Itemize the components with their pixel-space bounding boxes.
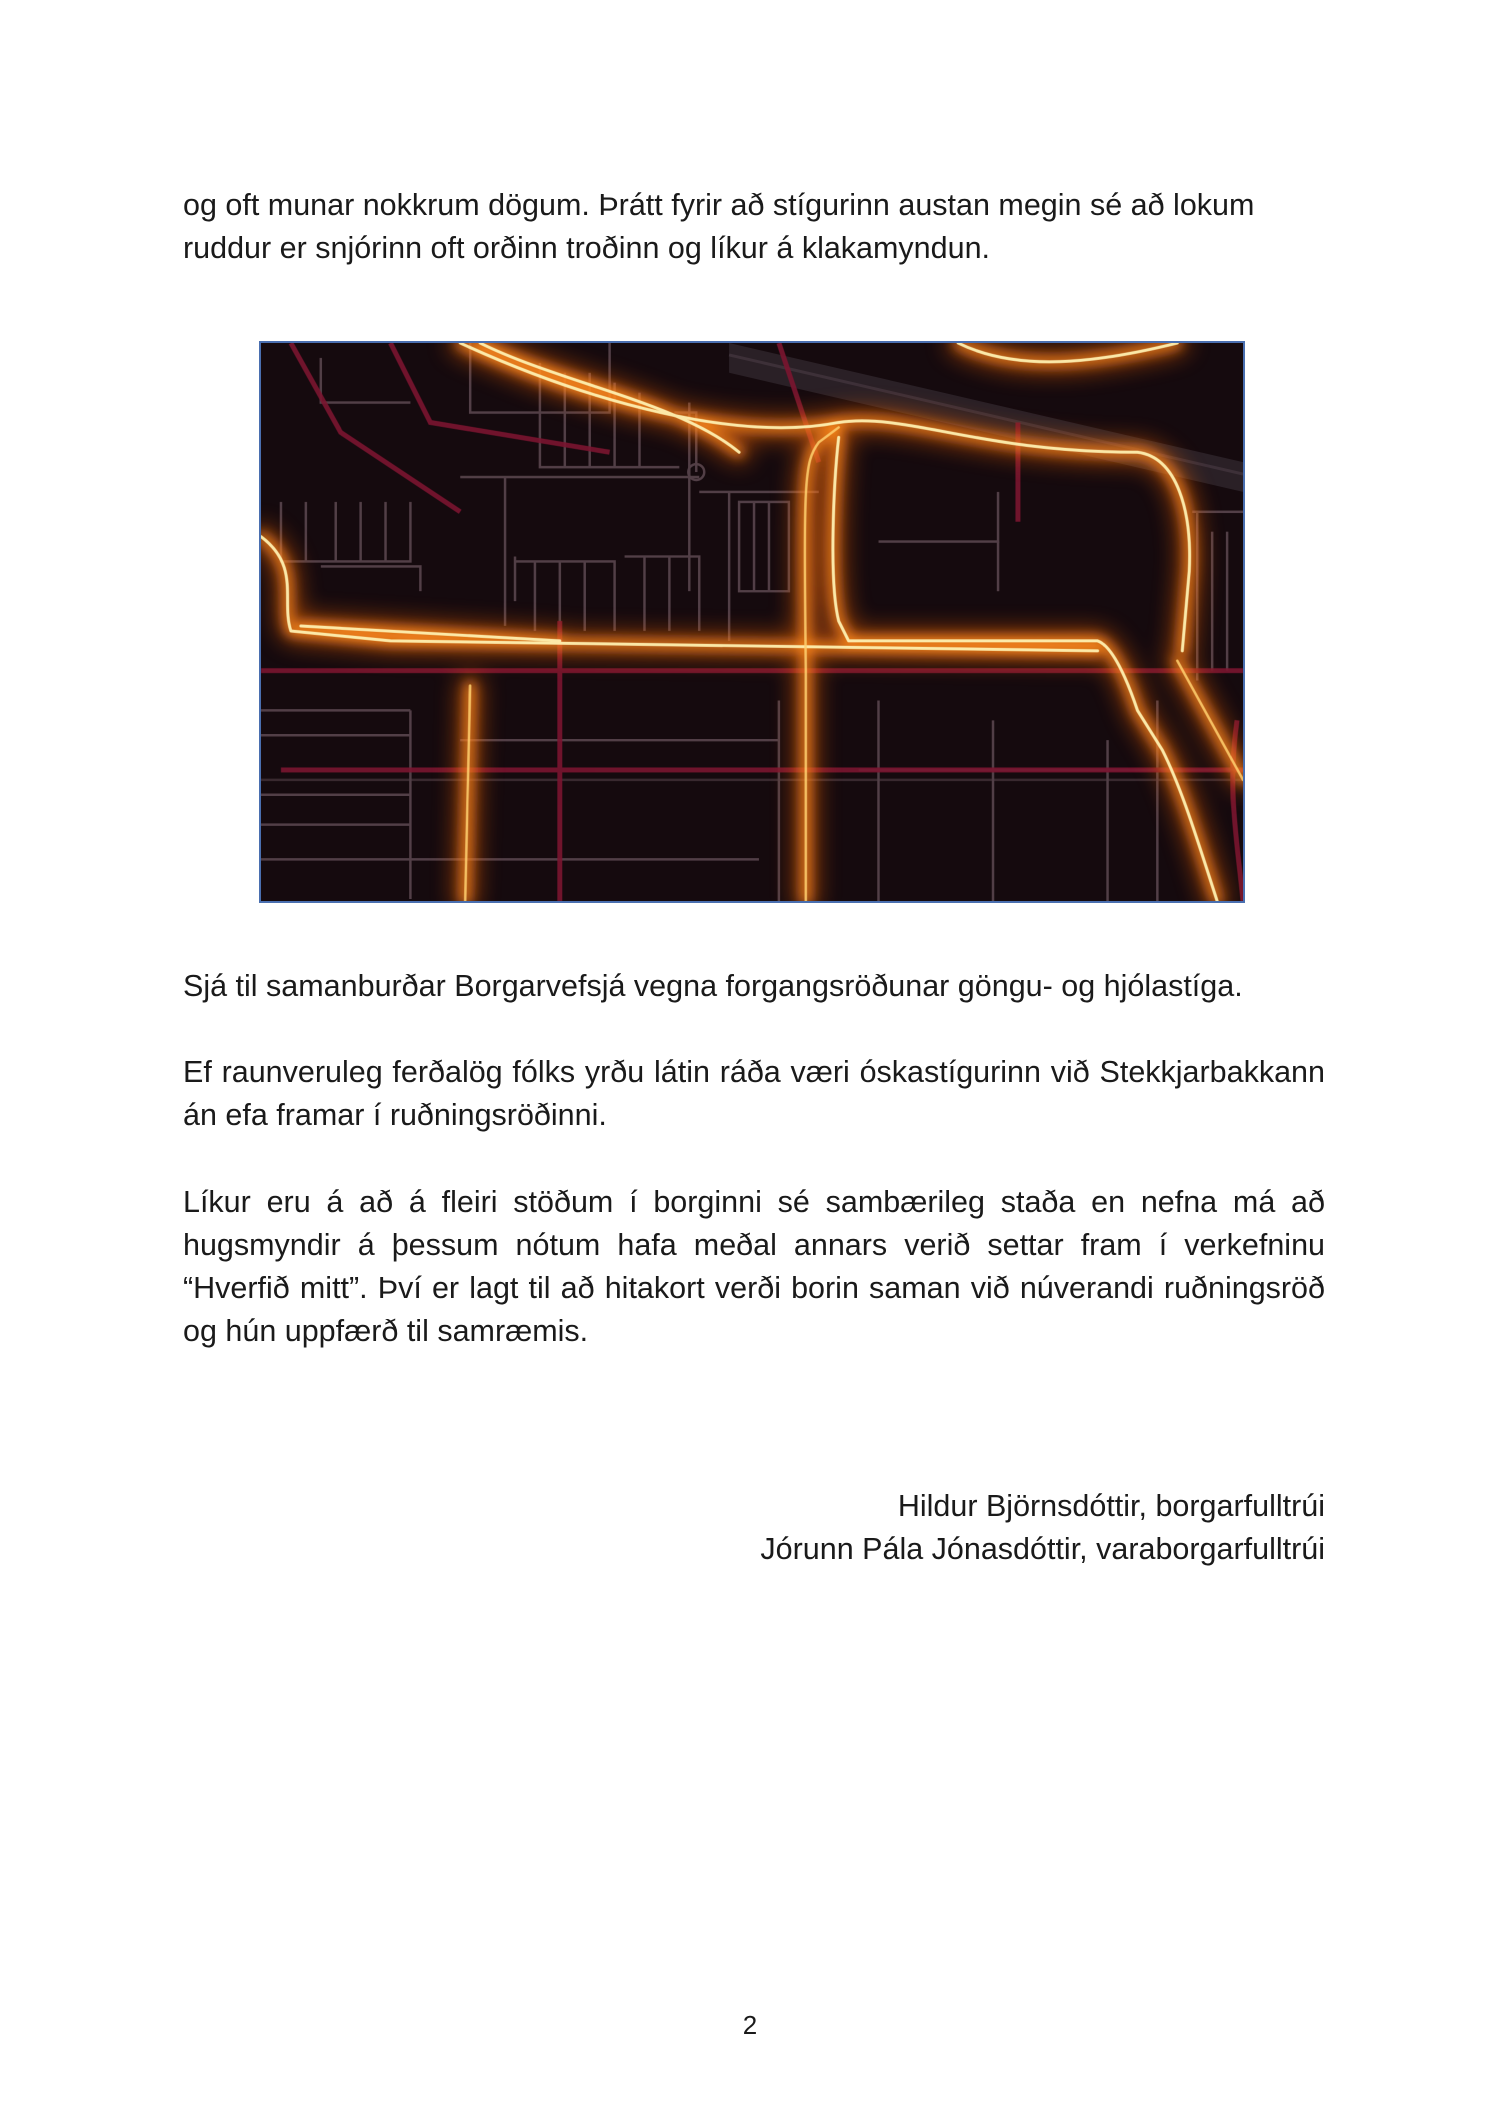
signature-hildur: Hildur Björnsdóttir, borgarfulltrúi (897, 1489, 1325, 1523)
heatmap-figure (259, 341, 1245, 903)
page-number: 2 (742, 2010, 758, 2040)
signature-jorunn: Jórunn Pála Jónasdóttir, varaborgarfulltrúi (760, 1532, 1325, 1566)
real-travel-paragraph: Ef raunveruleg ferðalög fólks yrðu látin ráða væri óskastígurinn við Stekkjarbakkann án efa framar í ruðningsröðinni. (183, 1055, 1325, 1132)
comparison-paragraph: Sjá til samanburðar Borgarvefsjá vegna forgangsröðunar göngu- og hjólastíga. (183, 969, 1243, 1003)
intro-paragraph: og oft munar nokkrum dögum. Þrátt fyrir að stígurinn austan megin sé að lokum ruddur er snjórinn oft orðinn troðinn og líkur á klakamyndun. (183, 188, 1255, 265)
proposal-paragraph: Líkur eru á að á fleiri stöðum í borginni sé sambærileg staða en nefna má að hugsmyndir á þessum nótum hafa meðal annars verið settar fram í verkefninu “Hverfið mitt”. Því er lagt til að hitakort verði borin saman við núverandi ruðningsröð og hún uppfærð til samræmis. (183, 1185, 1325, 1348)
strava-heatmap-image (261, 343, 1243, 901)
